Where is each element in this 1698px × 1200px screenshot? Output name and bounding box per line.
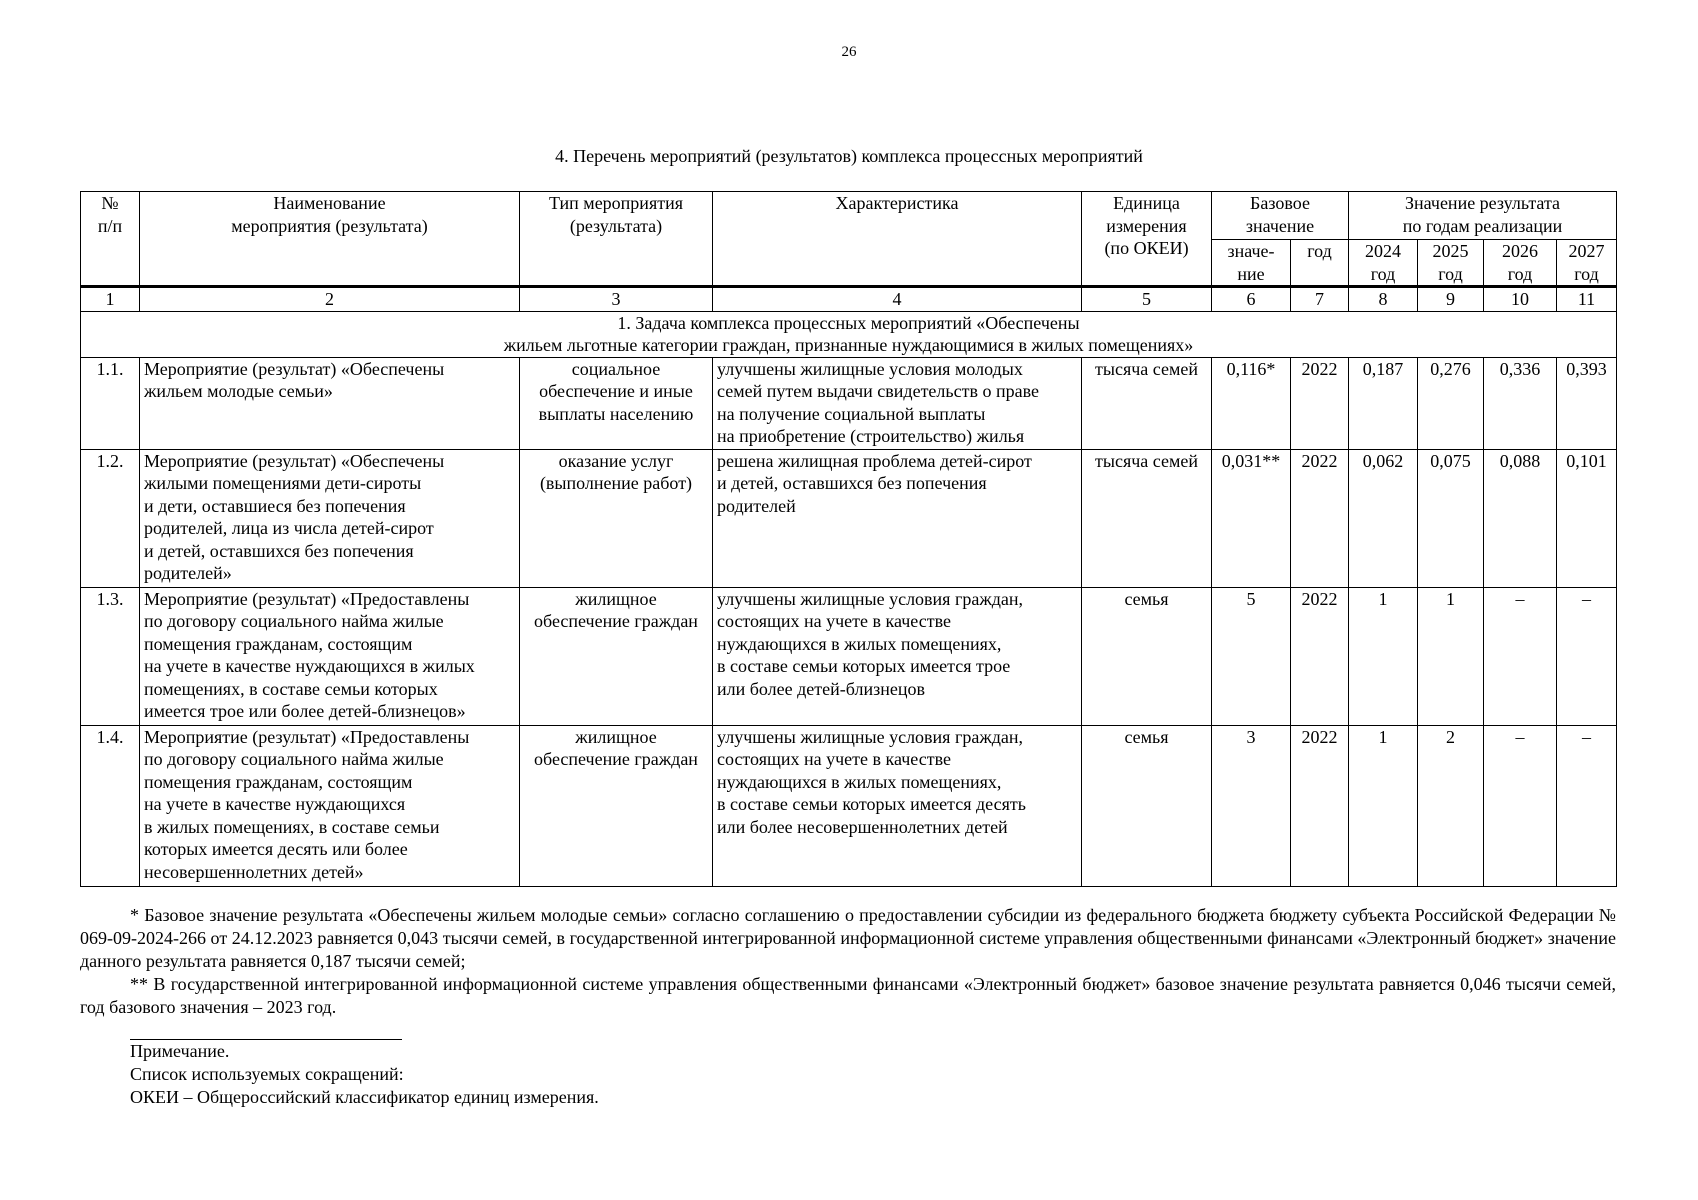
header-type: Тип мероприятия (результата) (520, 192, 713, 287)
measures-table (80, 191, 1617, 887)
row-value-2026: – (1484, 587, 1557, 725)
header-year-2026: 2026 год (1484, 240, 1557, 287)
page-title: 4. Перечень мероприятий (результатов) комплекса процессных мероприятий (555, 146, 1143, 166)
row-value-2025: 0,276 (1418, 357, 1484, 449)
row-unit: семья (1082, 725, 1212, 886)
column-number: 8 (1349, 287, 1418, 312)
header-num: № п/п (81, 192, 140, 287)
row-type: жилищное обеспечение граждан (520, 725, 713, 886)
row-type: социальное обеспечение и иные выплаты населению (520, 357, 713, 449)
footnotes (80, 904, 1616, 1019)
row-name: Мероприятие (результат) «Обеспечены жилыми помещениями дети-сироты и дети, оставшиеся без попечения родителей, лица из числа детей-сирот и детей, оставшихся без попечения родителей» (140, 449, 520, 587)
column-number: 3 (520, 287, 713, 312)
header-base-value: значе- ние (1212, 240, 1291, 287)
row-value-2024: 1 (1349, 725, 1418, 886)
row-num: 1.2. (81, 449, 140, 587)
row-base-year: 2022 (1291, 725, 1349, 886)
table-row (81, 449, 1617, 587)
row-name: Мероприятие (результат) «Обеспечены жильем молодые семьи» (140, 357, 520, 449)
table-row (81, 357, 1617, 449)
header-base-group: Базовое значение (1212, 192, 1349, 240)
table-row (81, 587, 1617, 725)
row-unit: семья (1082, 587, 1212, 725)
row-type: оказание услуг (выполнение работ) (520, 449, 713, 587)
header-year-2027: 2027 год (1557, 240, 1617, 287)
column-number: 5 (1082, 287, 1212, 312)
row-value-2027: 0,393 (1557, 357, 1617, 449)
header-characteristic: Характеристика (713, 192, 1082, 287)
header-result-group: Значение результата по годам реализации (1349, 192, 1617, 240)
row-base-year: 2022 (1291, 449, 1349, 587)
column-number: 11 (1557, 287, 1617, 312)
header-year-2024: 2024 год (1349, 240, 1418, 287)
row-value-2025: 2 (1418, 725, 1484, 886)
row-num: 1.3. (81, 587, 140, 725)
notes-heading: Примечание. (130, 1041, 230, 1061)
notes (130, 1040, 599, 1109)
row-type: жилищное обеспечение граждан (520, 587, 713, 725)
notes-abbreviations-title: Список используемых сокращений: (130, 1064, 404, 1084)
row-base-value: 0,031** (1212, 449, 1291, 587)
row-base-value: 0,116* (1212, 357, 1291, 449)
row-unit: тысяча семей (1082, 357, 1212, 449)
row-base-value: 3 (1212, 725, 1291, 886)
row-value-2025: 0,075 (1418, 449, 1484, 587)
notes-abbreviation-okei: ОКЕИ – Общероссийский классификатор единиц измерения. (130, 1087, 599, 1107)
header-unit: Единица измерения (по ОКЕИ) (1082, 192, 1212, 287)
row-value-2024: 0,062 (1349, 449, 1418, 587)
row-characteristic: улучшены жилищные условия граждан, состоящих на учете в качестве нуждающихся в жилых помещениях, в составе семьи которых имеется трое или более детей-близнецов (713, 587, 1082, 725)
row-value-2024: 0,187 (1349, 357, 1418, 449)
row-num: 1.1. (81, 357, 140, 449)
footnote-2: ** В государственной интегрированной информационной системе управления общественными финансами «Электронный бюджет» базовое значение результата равняется 0,046 тысячи семей, год базового значения – 2023 год. (80, 974, 1616, 1017)
row-value-2027: – (1557, 587, 1617, 725)
column-number: 6 (1212, 287, 1291, 312)
table-row (81, 725, 1617, 886)
task-title-row (81, 311, 1617, 357)
row-num: 1.4. (81, 725, 140, 886)
column-number: 9 (1418, 287, 1484, 312)
row-name: Мероприятие (результат) «Предоставлены по договору социального найма жилые помещения гражданам, состоящим на учете в качестве нуждающихся в жилых помещениях, в составе семьи которых имеется десять или более несовершеннолетних детей» (140, 725, 520, 886)
task-title: 1. Задача комплекса процессных мероприятий «Обеспечены жильем льготные категории граждан, признанные нуждающимися в жилых помещениях» (81, 311, 1617, 357)
header-year-2025: 2025 год (1418, 240, 1484, 287)
column-number: 2 (140, 287, 520, 312)
row-base-value: 5 (1212, 587, 1291, 725)
row-base-year: 2022 (1291, 357, 1349, 449)
row-base-year: 2022 (1291, 587, 1349, 725)
row-characteristic: решена жилищная проблема детей-сирот и детей, оставшихся без попечения родителей (713, 449, 1082, 587)
row-name: Мероприятие (результат) «Предоставлены по договору социального найма жилые помещения гражданам, состоящим на учете в качестве нуждающихся в жилых помещениях, в составе семьи которых имеется трое или более детей-близнецов» (140, 587, 520, 725)
column-number: 7 (1291, 287, 1349, 312)
row-unit: тысяча семей (1082, 449, 1212, 587)
row-value-2025: 1 (1418, 587, 1484, 725)
row-value-2026: 0,336 (1484, 357, 1557, 449)
column-number: 1 (81, 287, 140, 312)
row-value-2027: – (1557, 725, 1617, 886)
row-characteristic: улучшены жилищные условия молодых семей путем выдачи свидетельств о праве на получение социальной выплаты на приобретение (строительство) жилья (713, 357, 1082, 449)
column-numbers-row (81, 287, 1617, 312)
page-number: 26 (841, 44, 857, 60)
row-value-2026: 0,088 (1484, 449, 1557, 587)
header-base-year: год (1291, 240, 1349, 287)
column-number: 10 (1484, 287, 1557, 312)
footnote-1: * Базовое значение результата «Обеспечены жильем молодые семьи» согласно соглашению о предоставлении субсидии из федерального бюджета бюджету субъекта Российской Федерации № 069-09-2024-266 от 24.12.2023 равняется 0,043 тысячи семей, в государственной интегрированной информационной системе управления общественными финансами «Электронный бюджет» значение данного результата равняется 0,187 тысячи семей; (80, 905, 1616, 971)
column-number: 4 (713, 287, 1082, 312)
row-characteristic: улучшены жилищные условия граждан, состоящих на учете в качестве нуждающихся в жилых помещениях, в составе семьи которых имеется десять или более несовершеннолетних детей (713, 725, 1082, 886)
row-value-2024: 1 (1349, 587, 1418, 725)
row-value-2026: – (1484, 725, 1557, 886)
row-value-2027: 0,101 (1557, 449, 1617, 587)
header-name: Наименование мероприятия (результата) (140, 192, 520, 287)
